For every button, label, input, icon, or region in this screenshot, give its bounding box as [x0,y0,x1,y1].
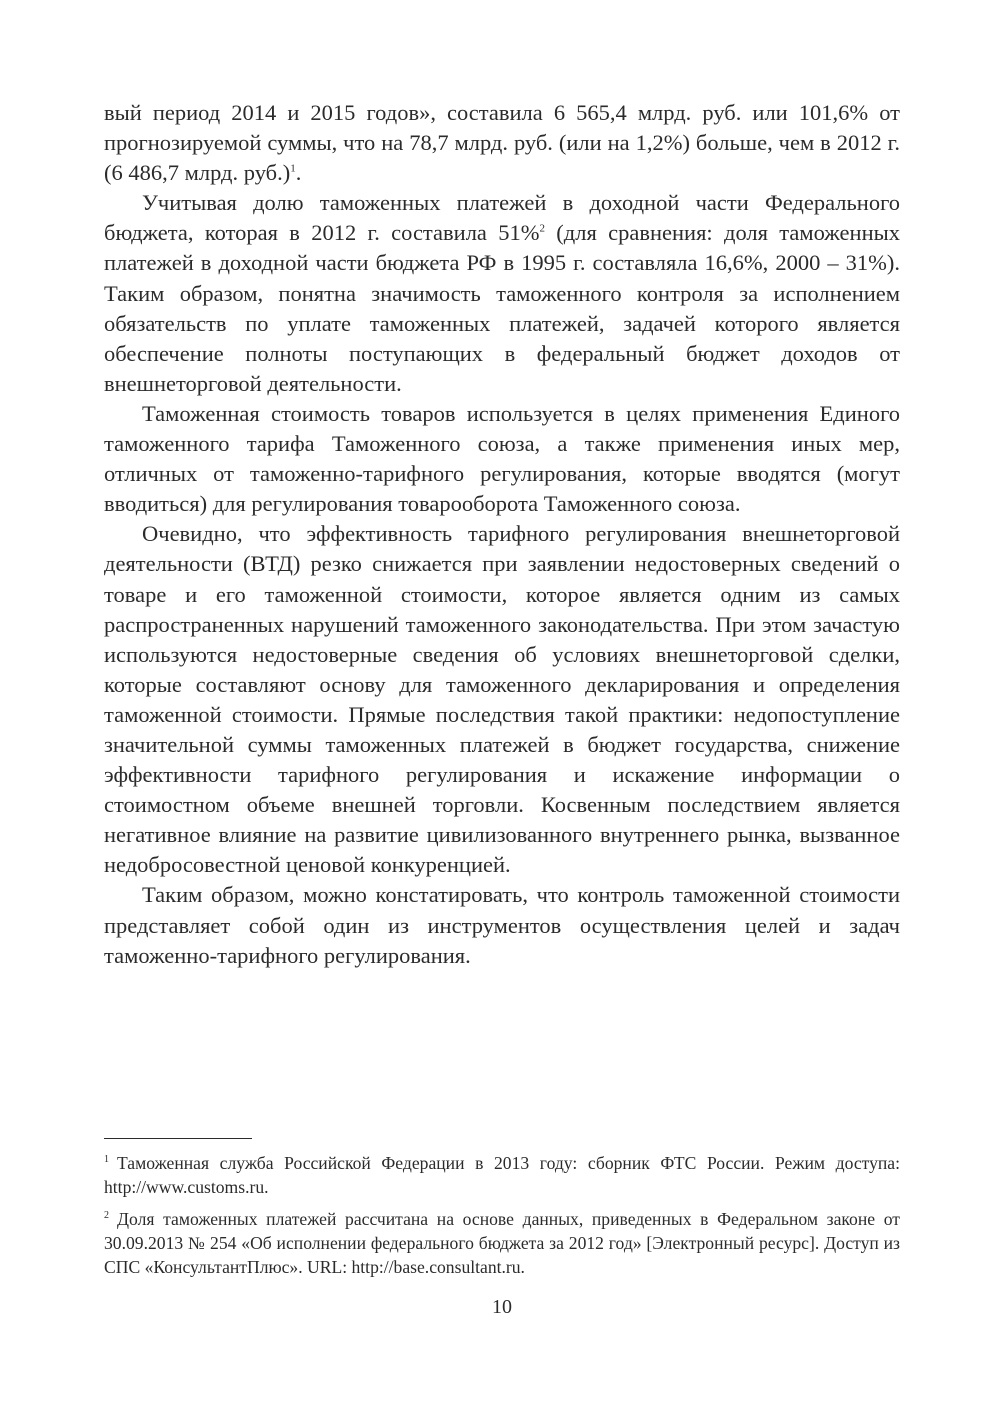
footnote-divider [104,1138,252,1139]
footnote-ref-1[interactable]: 1 [290,162,296,175]
paragraph-2-text: Учитывая долю таможенных платежей в доходной части Федерального бюджета, которая в 2012 г. составила 51% [104,190,900,246]
main-text [104,98,900,971]
paragraph-1-text: вый период 2014 и 2015 годов», составила 6 565,4 млрд. руб. или 101,6% от прогнозируемой суммы, что на 78,7 млрд. руб. (или на 1,2%) больше, чем в 2012 г. (6 486,7 млрд. руб.) [104,100,900,186]
footnotes [104,1138,900,1287]
paragraph-5: Таким образом, можно констатировать, что контроль таможенной стоимости представляет собой один из инструментов осуществления целей и задач таможенно-тарифного регулирования. [104,882,900,968]
footnote-2 [104,1207,900,1279]
page-number: 10 [492,1296,512,1318]
footnote-2-text: Доля таможенных платежей рассчитана на основе данных, приведенных в Федеральном законе от 30.09.2013 № 254 «Об исполнении федерального бюджета за 2012 год» [Электронный ресурс]. Доступ из СПС «КонсультантПлюс». URL: http://base.consultant.ru. [104,1209,900,1277]
page-body [104,98,900,971]
paragraph-2 [104,188,900,399]
paragraph-1-text-end: . [295,160,302,186]
paragraph-4: Очевидно, что эффективность тарифного регулирования внешнеторговой деятельности (ВТД) резко снижается при заявлении недостоверных сведений о товаре и его таможенной стоимости, которое является одним из самых распространенных нарушений таможенного законодательства. При этом зачастую используются недостоверные сведения об условиях внешнеторговой сделки, которые составляют основу для таможенного декларирования и определения таможенной стоимости. Прямые последствия такой практики: недопоступление значительной суммы таможенных платежей в бюджет государства, снижение эффективности тарифного регулирования и искажение информации о стоимостном объеме внешней торговли. Косвенным последствием является негативное влияние на развитие цивилизованного внутреннего рынка, вызванное недобросовестной ценовой конкуренцией. [104,521,900,878]
paragraph-2-text-end: (для сравнения: доля таможенных платежей в доходной части бюджета РФ в 1995 г. составляла 16,6%, 2000 – 31%). Таким образом, понятна значимость таможенного контроля за исполнением обязательств по уплате таможенных платежей, задачей которого является обеспечение полноты поступающих в федеральный бюджет доходов от внешнеторговой деятельности. [104,220,900,396]
paragraph-1 [104,98,900,188]
footnote-1-mark: 1 [104,1154,109,1166]
paragraph-3: Таможенная стоимость товаров используется в целях применения Единого таможенного тарифа Таможенного союза, а также применения иных мер, отличных от таможенно-тарифного регулирования, которые вводятся (могут вводиться) для регулирования товарооборота Таможенного союза. [104,400,900,517]
footnote-1-text: Таможенная служба Российской Федерации в 2013 году: сборник ФТС России. Режим доступа: http://www.customs.ru. [104,1153,900,1197]
footnote-1 [104,1151,900,1199]
footnote-ref-2[interactable]: 2 [539,222,545,235]
footnote-2-mark: 2 [104,1210,109,1222]
